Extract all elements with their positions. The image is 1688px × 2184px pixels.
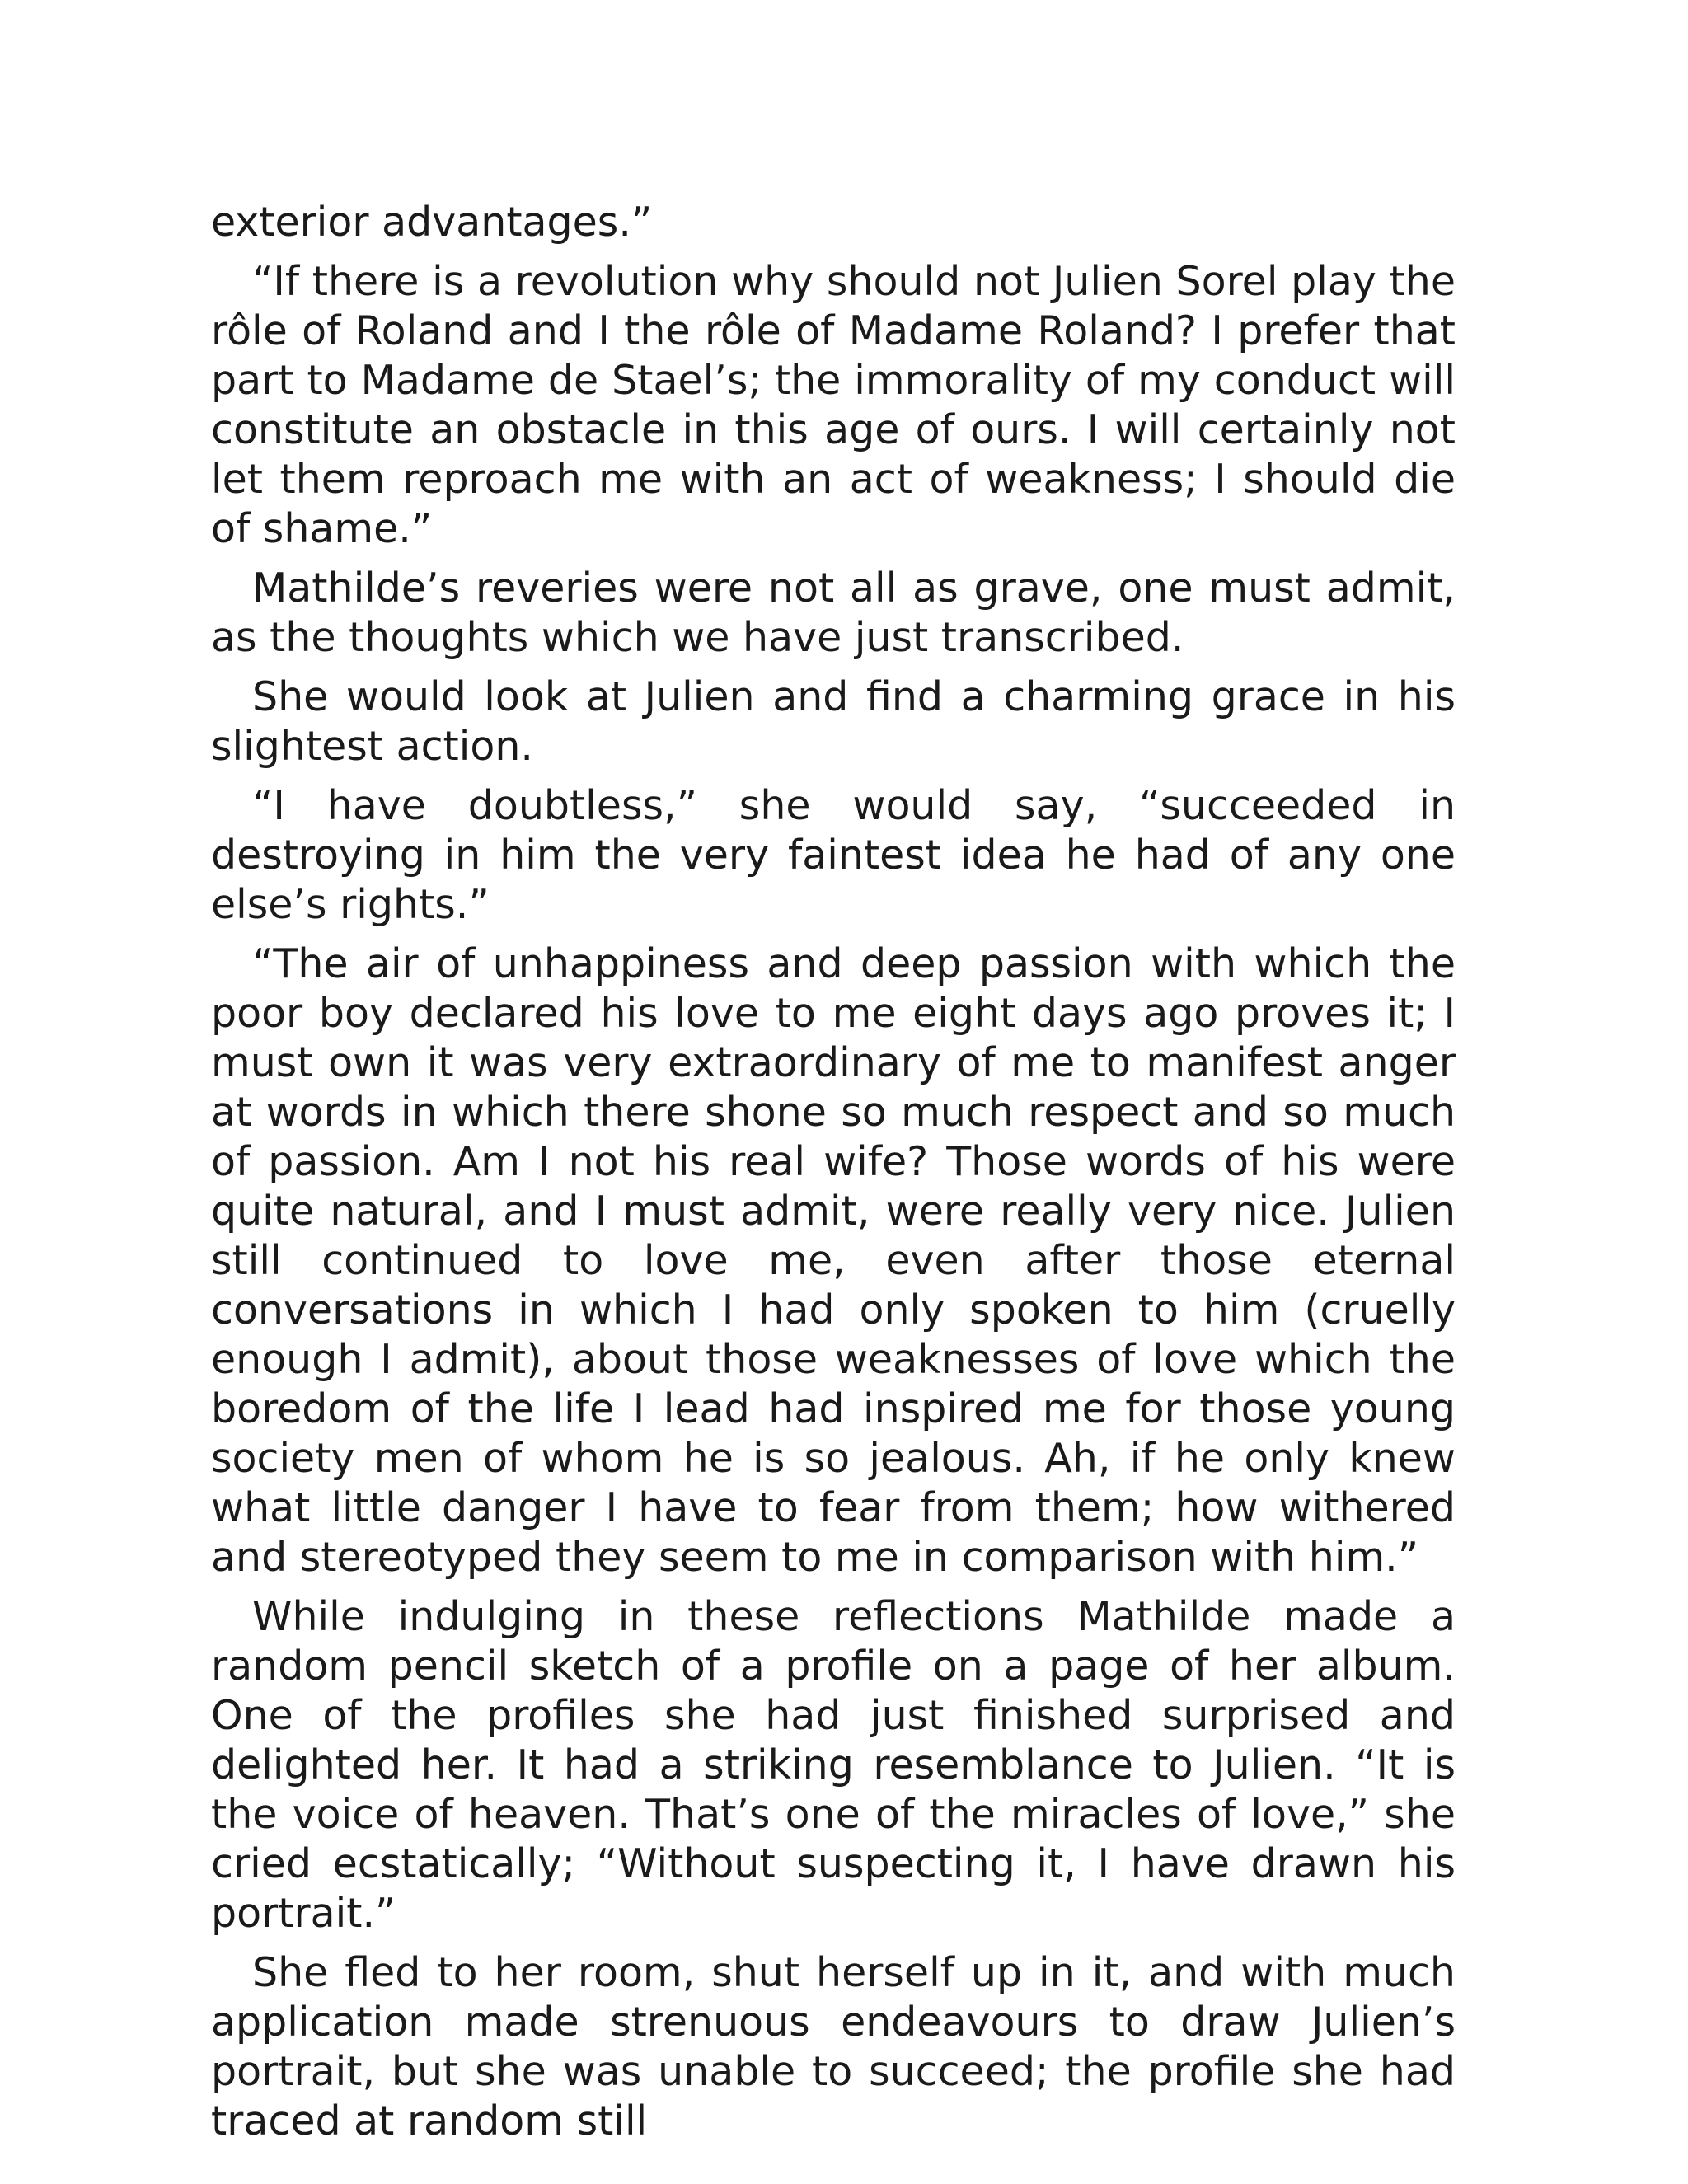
paragraph-reveries: Mathilde’s reveries were not all as grave, one must admit, as the thoughts which we have just transcribed.	[211, 565, 1456, 661]
paragraph-doubtless: “I have doubtless,” she would say, “succeeded in destroying in him the very faintest idea he had of any one else’s rights.”	[211, 782, 1456, 928]
paragraph-charming-grace: She would look at Julien and find a charming grace in his slightest action.	[211, 673, 1456, 770]
paragraph-reflections: While indulging in these reflections Mathilde made a random pencil sketch of a profile on a page of her album. One of the profiles she had just finished surprised and delighted her. It had a striking resemblance to Julien. “It is the voice of heaven. That’s one of the miracles of love,” she cried ecstatically; “Without suspecting it, I have drawn his portrait.”	[211, 1593, 1456, 1937]
paragraph-unhappiness: “The air of unhappiness and deep passion with which the poor boy declared his love to me eight days ago proves it; I must own it was very extraordinary of me to manifest anger at words in which there shone so much respect and so much of passion. Am I not his real wife? Those words of his were quite natural, and I must admit, were really very nice. Julien still continued to love me, even after those eternal conversations in which I had only spoken to him (cruelly enough I admit), about those weaknesses of love which the boredom of the life I lead had inspired me for those young society men of whom he is so jealous. Ah, if he only knew what little danger I have to fear from them; how withered and stereotyped they seem to me in comparison with him.”	[211, 940, 1456, 1581]
page-body	[211, 198, 1456, 2156]
paragraph-continuation: exterior advantages.”	[211, 199, 653, 246]
paragraph-revolution: “If there is a revolution why should not Julien Sorel play the rôle of Roland and I the rôle of Madame Roland? I prefer that part to Madame de Stael’s; the immorality of my conduct will constitute an obstacle in this age of ours. I will certainly not let them reproach me with an act of weakness; I should die of shame.”	[211, 258, 1456, 552]
paragraph-fled: She fled to her room, shut herself up in it, and with much application made strenuous endeavours to draw Julien’s portrait, but she was unable to succeed; the profile she had traced at random still	[211, 1949, 1456, 2144]
